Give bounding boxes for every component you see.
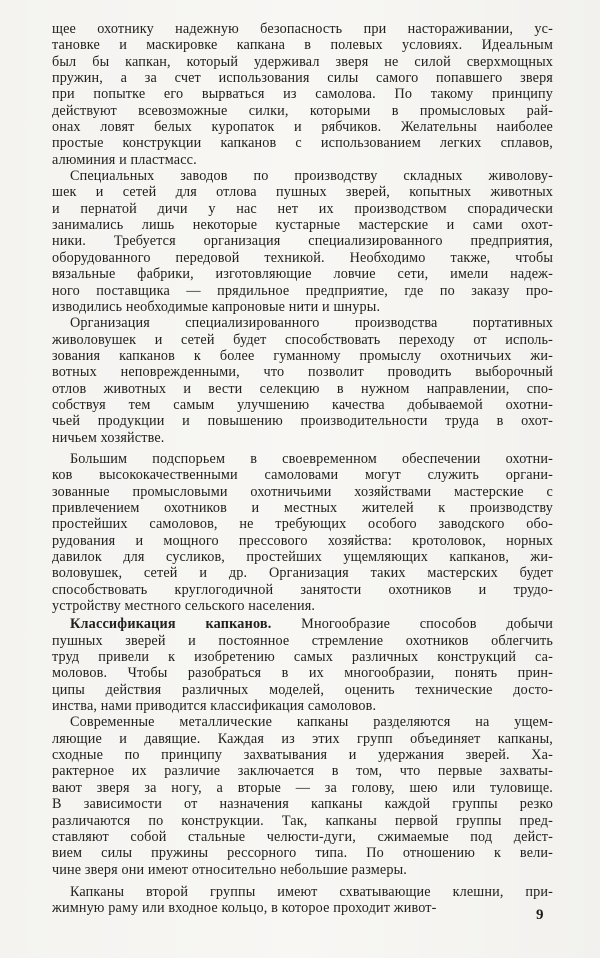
- text-line: вотных неповрежденными, что позволит проводить выборочный: [52, 364, 553, 381]
- text-line: алюминия и пластмасс.: [52, 151, 197, 168]
- text-line: Современные металлические капканы разделяются на ущем-: [70, 714, 553, 731]
- text-line: отлов животных и вести селекцию в нужном направлении, спо-: [52, 380, 553, 397]
- text-line: действуют всевозможные силки, которыми в промысловых рай-: [52, 102, 553, 119]
- text-line: Классификация капканов. Многообразие способов добычи: [70, 616, 553, 633]
- text-line: простейших самоловов, не требующих особого заводского обо-: [52, 516, 553, 533]
- text-line: моловов. Чтобы разобраться в их многообразии, понять прин-: [52, 665, 553, 682]
- text-line: различаются по конструкции. Так, капканы первой группы пред-: [52, 812, 553, 829]
- text-line: воловушек, сетей и др. Организация таких мастерских будет: [52, 565, 553, 582]
- page-number: 9: [536, 907, 544, 923]
- text-line: ничьем хозяйстве.: [52, 429, 165, 446]
- text-line: изводились необходимые капроновые нити и шнуры.: [52, 298, 381, 315]
- text-line: инства, нами приводится классификация самоловов.: [52, 698, 377, 715]
- text-line: оборудованного передовой техникой. Необходимо также, чтобы: [52, 249, 553, 266]
- text-line: шек и сетей для отлова пушных зверей, копытных животных: [52, 184, 553, 201]
- text-line: сходные по принципу захватывания и удержания зверей. Ха-: [52, 747, 553, 764]
- text-line: давилок для сусликов, простейших ущемляющих капканов, жи-: [52, 549, 553, 565]
- text-line: труд привели к изобретению самых различных конструкций са-: [52, 649, 553, 666]
- paragraph: [52, 884, 553, 917]
- paragraph: [52, 168, 553, 315]
- text-line: щее охотнику надежную безопасность при настораживании, ус-: [52, 21, 553, 37]
- text-line: вают зверя за ногу, а вторые — за голову, шею или туловище.: [52, 779, 553, 796]
- text-line: В зависимости от назначения капканы каждой группы резко: [52, 796, 553, 813]
- text-line: собствуя тем самым улучшению качества добываемой охотни-: [52, 396, 553, 413]
- text-line: занимались лишь некоторые кустарные мастерские и сами охот-: [52, 217, 553, 234]
- text-line: привлечением охотников и местных жителей к производству: [52, 499, 553, 516]
- text-column: [52, 21, 553, 917]
- paragraph: [52, 451, 553, 614]
- text-line: ков высококачественными самоловами могут служить органи-: [52, 467, 553, 484]
- text-line: и пернатой дичи у нас нет их производством спорадически: [52, 200, 553, 217]
- paragraph: [52, 714, 553, 877]
- text-line: Специальных заводов по производству складных живолову-: [70, 168, 553, 185]
- text-line: простые конструкции капканов с использованием легких сплавов,: [52, 135, 553, 152]
- paragraph: [52, 315, 553, 446]
- text-line: пружин, а за счет использования силы самого попавшего зверя: [52, 70, 553, 87]
- text-line: был бы капкан, который удерживал зверя не силой сверхмощных: [52, 53, 553, 70]
- text-line: ники. Требуется организация специализированного предприятия,: [52, 233, 553, 250]
- text-line: жимную раму или входное кольцо, в которое проходит живот-: [52, 900, 437, 917]
- text-line: зованные промысловыми охотничьими хозяйствами мастерские с: [52, 483, 553, 500]
- text-line: ставляют собой стальные челюсти-дуги, сжимаемые под дейст-: [52, 828, 553, 845]
- text-line: Капканы второй группы имеют схватывающие клешни, при-: [70, 883, 553, 900]
- text-line: вием силы пружины рессорного типа. По отношению к вели-: [52, 845, 553, 862]
- text-line: пушных зверей и постоянное стремление охотников облегчить: [52, 632, 553, 649]
- text-line: ного поставщика — прядильное предприятие, где по заказу про-: [52, 282, 553, 299]
- text-line: ляющие и давящие. Каждая из этих групп объединяет капканы,: [52, 730, 553, 747]
- text-line: Большим подспорьем в своевременном обеспечении охотни-: [70, 450, 553, 467]
- text-line: живоловушек и сетей будет способствовать переходу от исполь-: [52, 331, 553, 348]
- text-line: рактерное их различие заключается в том, что первые захваты-: [52, 763, 553, 780]
- paragraph: [52, 21, 553, 168]
- text-line: тановке и маскировке капкана в полевых условиях. Идеальным: [52, 37, 553, 54]
- text-line: ципы действия различных моделей, оценить технические досто-: [52, 681, 553, 698]
- run-in-heading: Классификация капканов.: [70, 616, 272, 633]
- text-line: онах ловят белых куропаток и рябчиков. Желательны наиболее: [52, 119, 553, 136]
- text-line: чине зверя они имеют относительно небольшие размеры.: [52, 861, 407, 878]
- paragraph: [52, 616, 553, 714]
- text-line: устройству местного сельского населения.: [52, 598, 316, 615]
- text-line: при попытке его вырваться из самолова. По такому принципу: [52, 86, 553, 103]
- text-line: рудования и мощного прессового хозяйства: кротоловок, норных: [52, 532, 553, 549]
- text-line: способствовать круглогодичной занятости охотников и трудо-: [52, 581, 553, 598]
- text-line: вязальные фабрики, изготовляющие ловчие сети, имели надеж-: [52, 266, 553, 283]
- text-line: зования капканов к более гуманному промыслу охотничьих жи-: [52, 347, 553, 364]
- text-line: чьей продукции и повышению производительности труда в охот-: [52, 413, 553, 430]
- text-line: Организация специализированного производства портативных: [70, 315, 553, 332]
